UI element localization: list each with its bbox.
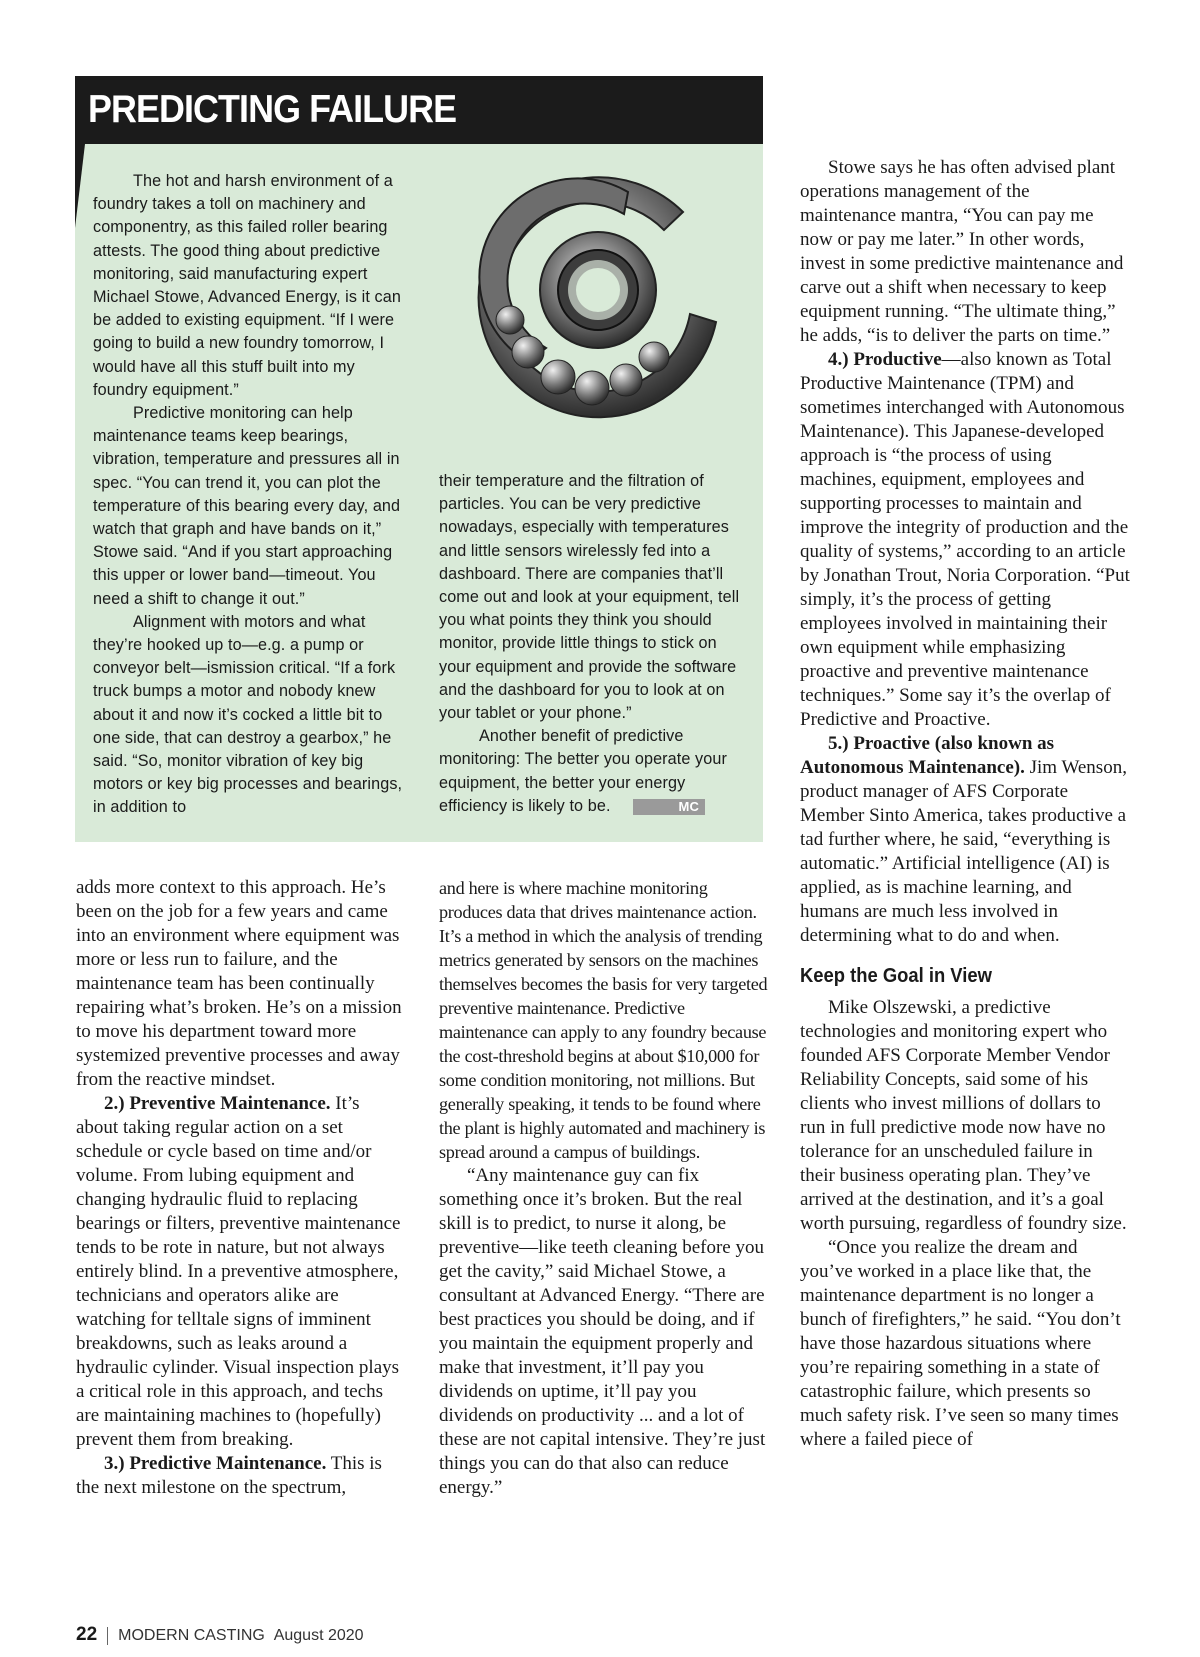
sidebar-paragraph-text: Another benefit of predictive monitoring: The better you operate your equipment, the better your energy efficiency is likely to be. xyxy=(439,727,727,815)
body-paragraph xyxy=(76,1452,406,1500)
footer-divider xyxy=(107,1627,108,1645)
body-paragraph-text: This is the next milestone on the spectrum, xyxy=(76,1453,382,1498)
section-lead: 3.) Predictive Maintenance. xyxy=(104,1453,327,1474)
page-footer xyxy=(76,1624,364,1646)
body-column-3 xyxy=(800,156,1130,1452)
section-lead: 5.) Proactive (also known as Autonomous Maintenance). xyxy=(800,733,1055,778)
body-paragraph: and here is where machine monitoring produces data that drives maintenance action. It’s a method in which the analysis of trending metrics generated by sensors on the machines themselves becomes the basis for very targeted preventive maintenance. Predictive maintenance can apply to any foundry because the cost-threshold begins at about $10,000 for some condition monitoring, not millions. But generally speaking, it tends to be found where the plant is highly automated and machinery is spread around a campus of buildings. xyxy=(439,878,768,1162)
sidebar-paragraph: their temperature and the filtration of particles. You can be very predictive nowadays, especially with temperatures and little sensors wirelessly fed into a dashboard. There are companies that’ll come out and look at your equipment, tell you what points they think you should monitor, provide little things to stick on your equipment and provide the software and the dashboard for you to look at on your tablet or your phone.” xyxy=(439,472,740,723)
body-paragraph: adds more context to this approach. He’s been on the job for a few years and came into an environment where equipment was more or less run to failure, and the maintenance team has been continually repairing what’s broken. He’s on a mission to move his department toward more systemized preventive processes and away from the reactive mindset. xyxy=(76,877,402,1090)
sidebar-paragraph: Alignment with motors and what they’re hooked up to—e.g. a pump or conveyor belt—ismission critical. “If a fork truck bumps a motor and nobody knew about it and now it’s cocked a little bit to one side, that can destroy a gearbox,” he said. “So, monitor vibration of key big motors or key big processes and bearings, in addition to xyxy=(93,612,403,817)
section-lead: 4.) Productive xyxy=(828,349,942,370)
body-paragraph xyxy=(800,732,1130,948)
publication-name: MODERN CASTING xyxy=(118,1627,265,1644)
body-paragraph-text: Jim Wenson, product manager of AFS Corporate Member Sinto America, takes productive a tad further where, he said, “everything is automatic.” Artificial intelligence (AI) is applied, as is machine learning, and humans are much less involved in determining what to do and when. xyxy=(800,757,1127,946)
body-paragraph xyxy=(76,1092,406,1452)
mc-end-mark-logo: MC xyxy=(633,799,705,815)
section-lead: 2.) Preventive Maintenance. xyxy=(104,1093,331,1114)
page-number: 22 xyxy=(76,1624,98,1645)
body-paragraph: “Once you realize the dream and you’ve worked in a place like that, the maintenance department is no longer a bunch of firefighters,” he said. “You don’t have those hazardous situations where you’re repairing something in a state of catastrophic failure, which presents so much safety risk. I’ve seen so many times where a failed piece of xyxy=(800,1237,1121,1450)
sidebar-column-1 xyxy=(93,170,403,820)
body-paragraph xyxy=(800,348,1130,732)
body-paragraph: Mike Olszewski, a predictive technologies and monitoring expert who founded AFS Corporate Member Vendor Reliability Concepts, said some of his clients who invest millions of dollars to run in full predictive mode now have no tolerance for an unscheduled failure in their business operating plan. They’ve arrived at the destination, and it’s a goal worth pursuing, regardless of foundry size. xyxy=(800,997,1127,1234)
bearing-photo xyxy=(468,152,738,442)
body-column-1 xyxy=(76,876,406,1500)
body-paragraph: Stowe says he has often advised plant operations management of the maintenance mantra, “You can pay me now or pay me later.” In other words, invest in some predictive maintenance and carve out a shift when necessary to keep equipment running. “The ultimate thing,” he adds, “is to deliver the parts on time.” xyxy=(800,157,1124,346)
sidebar-column-2 xyxy=(439,470,751,818)
sidebar-paragraph-last xyxy=(439,725,751,818)
sidebar-paragraph: The hot and harsh environment of a foundry takes a toll on machinery and componentry, as this failed roller bearing attests. The good thing about predictive monitoring, said manufacturing expert Michael Stowe, Advanced Energy, is it can be added to existing equipment. “If I were going to build a new foundry tomorrow, I would have all this stuff built into my foundry equipment.” xyxy=(93,172,401,399)
sidebar-notch xyxy=(75,144,85,228)
sidebar-title: PREDICTING FAILURE xyxy=(88,88,457,131)
sidebar-paragraph: Predictive monitoring can help maintenance teams keep bearings, vibration, temperature and pressures all in spec. “You can trend it, you can plot the temperature of this bearing every day, and watch that graph and have bands on it,” Stowe said. “And if you start approaching this upper or lower band—timeout. You need a shift to change it out.” xyxy=(93,404,401,608)
body-paragraph: “Any maintenance guy can fix something once it’s broken. But the real skill is to predict, to nurse it along, be preventive—like teeth cleaning before you get the cavity,” said Michael Stowe, a consultant at Advanced Energy. “There are best practices you should be doing, and if you maintain the equipment properly and make that investment, it’ll pay you dividends on uptime, it’ll pay you dividends on productivity ... and a lot of these are not capital intensive. They’re just things you can do that also can reduce energy.” xyxy=(439,1165,766,1498)
body-paragraph-text: —also known as Total Productive Maintenance (TPM) and sometimes interchanged with Autonomous Maintenance). This Japanese-developed approach is “the process of using machines, equipment, employees and supporting processes to maintain and improve the integrity of production and the quality of systems,” according to an article by Jonathan Trout, Noria Corporation. “Put simply, it’s the process of getting employees involved in maintaining their own equipment while emphasizing proactive and preventive maintenance techniques.” Some say it’s the overlap of Predictive and Proactive. xyxy=(800,349,1130,730)
issue-date: August 2020 xyxy=(273,1627,364,1644)
section-subhead: Keep the Goal in View xyxy=(800,965,992,987)
body-paragraph-text: It’s about taking regular action on a set schedule or cycle based on time and/or volume. From lubing equipment and changing hydraulic fluid to replacing bearings or filters, preventive maintenance tends to be rote in nature, but not always entirely blind. In a preventive atmosphere, technicians and operators alike are watching for telltale signs of imminent breakdowns, such as leaks around a hydraulic cylinder. Visual inspection plays a critical role in this approach, and techs are maintaining machines to (hopefully) prevent them from breaking. xyxy=(76,1093,401,1450)
body-column-2 xyxy=(439,876,769,1500)
